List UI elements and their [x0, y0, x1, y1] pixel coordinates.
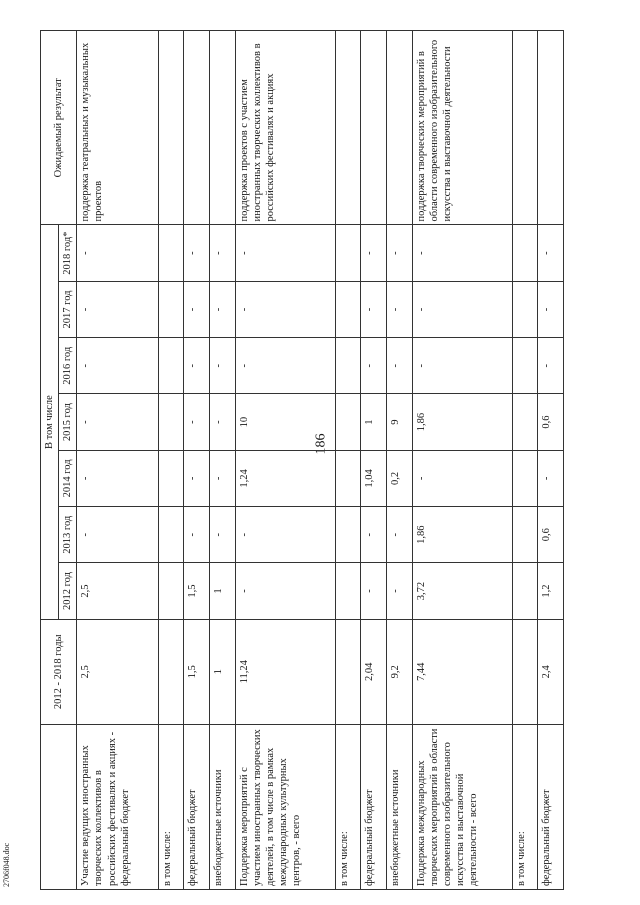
header-year: 2015 год	[59, 394, 77, 450]
row-year-value: 9	[386, 394, 412, 450]
row-year-value: 10	[235, 394, 335, 450]
table-row	[412, 31, 512, 890]
row-year-value: -	[361, 281, 387, 337]
row-year-value: -	[184, 450, 210, 506]
row-year-value: -	[412, 338, 512, 394]
row-year-value: 1,86	[412, 507, 512, 563]
row-total	[158, 619, 184, 724]
header-total: 2012 - 2018 годы	[41, 619, 77, 724]
table-row	[235, 31, 335, 890]
row-year-value: 1,86	[412, 394, 512, 450]
row-year-value: -	[209, 338, 235, 394]
row-year-value: -	[235, 225, 335, 281]
row-total: 2,5	[77, 619, 158, 724]
row-year-value: -	[386, 281, 412, 337]
table-row	[538, 31, 564, 890]
row-result	[158, 31, 184, 226]
row-result	[335, 31, 361, 226]
row-year-value: -	[184, 507, 210, 563]
row-year-value	[158, 394, 184, 450]
row-year-value: -	[538, 450, 564, 506]
row-year-value: -	[361, 225, 387, 281]
program-table	[40, 30, 564, 890]
row-total: 7,44	[412, 619, 512, 724]
row-year-value: -	[184, 225, 210, 281]
row-year-value	[512, 563, 538, 619]
row-result	[209, 31, 235, 226]
row-year-value	[335, 281, 361, 337]
header-subgroup: В том числе	[41, 225, 59, 619]
row-year-value: -	[361, 338, 387, 394]
row-year-value	[512, 281, 538, 337]
row-year-value	[335, 225, 361, 281]
header-year: 2018 год*	[59, 225, 77, 281]
row-year-value	[335, 563, 361, 619]
row-year-value: -	[361, 563, 387, 619]
row-year-value: -	[538, 225, 564, 281]
row-year-value	[158, 450, 184, 506]
row-year-value	[158, 507, 184, 563]
row-name: федеральный бюджет	[184, 724, 210, 889]
row-year-value: -	[386, 225, 412, 281]
header-year: 2013 год	[59, 507, 77, 563]
row-year-value: 3,72	[412, 563, 512, 619]
row-year-value	[512, 507, 538, 563]
table-row	[158, 31, 184, 890]
row-total: 2,4	[538, 619, 564, 724]
row-year-value	[158, 281, 184, 337]
row-year-value: -	[235, 507, 335, 563]
row-year-value: 2,5	[77, 563, 158, 619]
row-name: федеральный бюджет	[361, 724, 387, 889]
row-total: 1	[209, 619, 235, 724]
row-result	[386, 31, 412, 226]
row-year-value: 1	[361, 394, 387, 450]
table-row	[335, 31, 361, 890]
row-year-value	[335, 338, 361, 394]
row-year-value: -	[184, 281, 210, 337]
table-row	[209, 31, 235, 890]
row-year-value	[512, 394, 538, 450]
document-filename: 2706f048.doc	[2, 842, 11, 887]
row-year-value: -	[77, 338, 158, 394]
row-year-value: 0,2	[386, 450, 412, 506]
row-total	[335, 619, 361, 724]
row-year-value: 1,24	[235, 450, 335, 506]
row-year-value: -	[412, 450, 512, 506]
row-year-value: -	[361, 507, 387, 563]
header-row-top	[41, 31, 59, 890]
row-year-value: -	[209, 394, 235, 450]
row-year-value	[158, 338, 184, 394]
row-year-value: -	[77, 450, 158, 506]
row-total	[512, 619, 538, 724]
row-year-value: -	[77, 225, 158, 281]
row-year-value: -	[77, 281, 158, 337]
table-row	[77, 31, 158, 890]
row-year-value: -	[235, 563, 335, 619]
row-year-value	[335, 450, 361, 506]
row-total: 2,04	[361, 619, 387, 724]
row-name: внебюджетные источники	[386, 724, 412, 889]
row-total: 11,24	[235, 619, 335, 724]
row-year-value: 1	[209, 563, 235, 619]
row-year-value: -	[184, 338, 210, 394]
row-year-value	[158, 225, 184, 281]
row-result	[184, 31, 210, 226]
row-year-value: -	[77, 394, 158, 450]
row-year-value	[335, 394, 361, 450]
row-year-value: -	[412, 281, 512, 337]
row-result	[538, 31, 564, 226]
row-year-value	[512, 225, 538, 281]
table-row	[184, 31, 210, 890]
row-year-value: -	[386, 563, 412, 619]
row-name: федеральный бюджет	[538, 724, 564, 889]
row-result: поддержка проектов с участием иностранных творческих коллективов в российских фестивалях и акциях	[235, 31, 335, 226]
row-year-value: -	[209, 225, 235, 281]
row-year-value: -	[209, 281, 235, 337]
rotated-table-container	[40, 30, 564, 890]
row-year-value: -	[235, 281, 335, 337]
row-year-value: -	[209, 450, 235, 506]
row-result: поддержка театральных и музыкальных проектов	[77, 31, 158, 226]
header-year: 2017 год	[59, 281, 77, 337]
row-result: поддержка творческих мероприятий в области современного изобразительного искусства и выставочной деятельности	[412, 31, 512, 226]
row-year-value: -	[184, 394, 210, 450]
table-row	[512, 31, 538, 890]
row-year-value: 0,6	[538, 507, 564, 563]
header-year: 2014 год	[59, 450, 77, 506]
row-name: Поддержка мероприятий с участием иностранных творческих деятелей, в том числе в рамках международных культурных центров, - всего	[235, 724, 335, 889]
row-year-value: -	[235, 338, 335, 394]
row-name: в том числе:	[335, 724, 361, 889]
row-year-value: 1,5	[184, 563, 210, 619]
row-year-value: -	[412, 225, 512, 281]
header-name-cell	[41, 724, 77, 889]
row-year-value: -	[77, 507, 158, 563]
row-year-value	[512, 450, 538, 506]
row-total: 9,2	[386, 619, 412, 724]
page-number: 186	[313, 433, 329, 455]
table-body	[77, 31, 564, 890]
row-year-value	[158, 563, 184, 619]
header-year: 2016 год	[59, 338, 77, 394]
row-year-value	[512, 338, 538, 394]
row-name: Поддержка международных творческих мероприятий в области современного изобразительного искусства и выставочной деятельности - всего	[412, 724, 512, 889]
row-year-value	[335, 507, 361, 563]
row-year-value: -	[209, 507, 235, 563]
header-result: Ожидаемый результат	[41, 31, 77, 226]
row-year-value: -	[386, 338, 412, 394]
row-name: внебюджетные источники	[209, 724, 235, 889]
row-year-value: 1,04	[361, 450, 387, 506]
row-total: 1,5	[184, 619, 210, 724]
row-name: Участие ведущих иностранных творческих коллективов в российских фестивалях и акциях - федеральный бюджет	[77, 724, 158, 889]
row-year-value: -	[538, 281, 564, 337]
row-result	[361, 31, 387, 226]
row-year-value: -	[538, 338, 564, 394]
row-year-value: -	[386, 507, 412, 563]
table-row	[361, 31, 387, 890]
table-row	[386, 31, 412, 890]
row-result	[512, 31, 538, 226]
row-year-value: 0,6	[538, 394, 564, 450]
row-year-value: 1,2	[538, 563, 564, 619]
header-year: 2012 год	[59, 563, 77, 619]
row-name: в том числе:	[512, 724, 538, 889]
row-name: в том числе:	[158, 724, 184, 889]
